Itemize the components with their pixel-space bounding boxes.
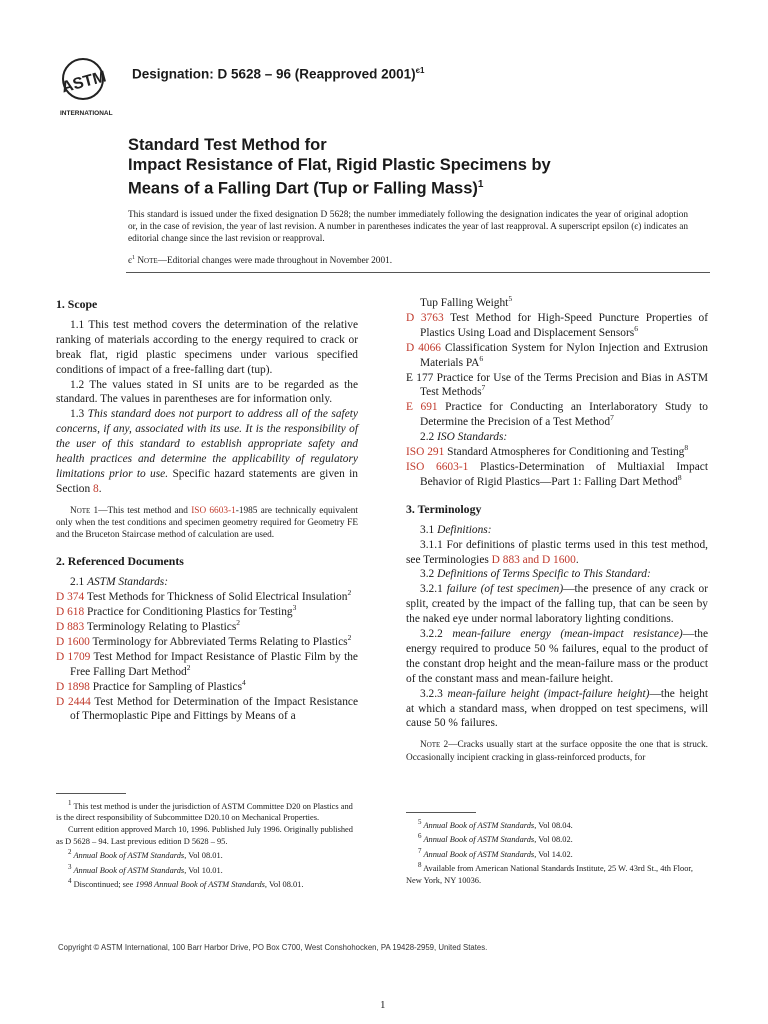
para-3-2: 3.2 Definitions of Terms Specific to This Standard: [420,568,651,581]
footnote-3: $^3$ Annual Book of ASTM Standards, Vol 10.01. [68,862,223,875]
para-3-1: 3.1 Definitions: [420,523,492,536]
reference-code-link[interactable]: ISO 6603-1 [406,460,469,473]
astm-reference-list-cont [406,311,708,430]
document-title [128,136,688,199]
reference-item [406,460,708,490]
link-section-8[interactable]: 8 [93,482,99,495]
editorial-note: $є^1$ Note—Editorial changes were made throughout in November 2001. [128,255,393,267]
reference-code-link[interactable]: D 4066 [406,341,441,354]
footnote-marker: 8 [677,473,682,483]
link-iso-6603-1[interactable]: ISO 6603-1 [191,505,236,516]
reference-title: Plastics-Determination of Multiaxial Impact Behavior of Rigid Plastics—Part 1: Falling Dart Method [420,460,708,488]
footnote-5: $^5$ Annual Book of ASTM Standards, Vol 08.04. [418,818,573,830]
footnote-1: $^1$ This test method is under the jurisdiction of ASTM Committee D20 on Plastics and is the direct responsibility of Subcommittee D20.10 on Mechanical Properties. [56,799,353,823]
reference-item [56,635,358,650]
section-referenced-heading: 2. Referenced Documents [56,554,184,569]
footnote-7: $^7$ Annual Book of ASTM Standards, Vol 14.02. [418,846,573,859]
svg-text:ASTM: ASTM [59,68,108,97]
footnote-marker: 7 [481,383,486,393]
reference-title: Practice for Conditioning Plastics for Testing [84,606,293,619]
sub-2-2: 2.2 ISO Standards: [420,431,508,444]
reference-title: Terminology for Abbreviated Terms Relating to Plastics [89,635,348,648]
reference-title: Practice for Use of the Terms Precision and Bias in ASTM Test Methods [420,371,708,399]
title-line-1: Standard Test Method for [128,136,327,154]
reference-title: Terminology Relating to Plastics [84,621,237,634]
footnote-marker: 2 [236,618,241,628]
right-footnotes [406,812,708,886]
issue-statement: This standard is issued under the fixed designation D 5628; the number immediately following the designation indicates the year of original adoption or, in the case of revision, the year of last revision. A number in parentheses indicates the year of last reapproval. A superscript epsilon (є) indicates an editorial change since the last revision or reapproval. [128,210,688,245]
reference-title: Practice for Conducting an Interlaboratory Study to Determine the Precision of a Test Method [420,401,708,429]
para-3-1-1: 3.1.1 For definitions of plastic terms used in this test method, see Terminologies D 883 and D 1600. [406,538,708,566]
logo-wordmark: INTERNATIONAL [60,110,113,117]
footnote-marker: 2 [347,633,352,643]
left-column [56,297,358,724]
header-divider [126,272,710,273]
reference-code-link[interactable]: D 2444 [56,695,91,708]
reference-item [56,650,358,680]
footnote-8: $^8$ Available from American National Standards Institute, 25 W. 43rd St., 4th Floor, New York, NY 10036. [406,861,693,885]
page-number: 1 [380,999,386,1011]
note-1: Note 1—This test method and ISO 6603-1-1985 are technically equivalent only when the test conditions and specimen geometry required for Geometry FE and the Bruceton Staircase method of calculation are used. [56,505,358,541]
reference-code-link[interactable]: D 883 [56,621,85,634]
reference-item [406,341,708,371]
para-1-3: 1.3 This standard does not purport to address all of the safety concerns, if any, associated with its use. It is the responsibility of the user of this standard to establish appropriate safety and health practices and determine the applicability of regulatory limitations prior to use. Specific hazard statements are given in Section 8. [56,408,358,495]
section-scope-heading: 1. Scope [56,297,98,311]
reference-title: Test Method for Determination of the Impact Resistance of Thermoplastic Pipe and Fittings by Means of a [70,695,359,723]
iso-reference-list [406,445,708,490]
para-1-2: 1.2 The values stated in SI units are to be regarded as the standard. The values in parentheses are for information only. [56,378,358,406]
reference-continuation: Tup Falling Weight$^5$ [420,294,513,309]
reference-code-link[interactable]: D 374 [56,591,85,604]
reference-code-link[interactable]: ISO 291 [406,446,445,459]
footnote-marker: 6 [479,353,484,363]
footnote-4: $^4$ Discontinued; see 1998 Annual Book of ASTM Standards, Vol 08.01. [68,876,304,889]
footnote-marker: 7 [610,413,614,423]
reference-item [56,695,358,725]
reference-item [56,677,358,695]
reference-code-link[interactable]: D 1898 [56,680,90,693]
reference-code-link[interactable]: E 691 [406,401,438,414]
reference-title: Standard Atmospheres for Conditioning and Testing [444,446,685,459]
reference-code-link[interactable]: D 1709 [56,650,91,663]
link-d883-d1600[interactable]: D 883 and D 1600 [491,553,576,566]
reference-title: Classification System for Nylon Injection and Extrusion Materials PA [420,341,708,369]
footnote-marker: 8 [684,443,689,453]
para-3-2-1: 3.2.1 failure (of test specimen)—the presence of any crack or split, created by the impact of the falling tup, that can be seen by the naked eye under normal laboratory lighting conditions. [406,583,708,626]
footnote-2: $^2$ Annual Book of ASTM Standards, Vol 08.01. [68,848,223,860]
footnote-6: $^6$ Annual Book of ASTM Standards, Vol 08.02. [418,832,573,845]
reference-item [56,620,358,635]
reference-item [406,371,708,401]
footnote-rule [56,793,126,794]
reference-code-link[interactable]: D 3763 [406,311,444,324]
reference-item [406,400,708,430]
reference-item [56,590,358,605]
left-footnotes [56,793,358,890]
note-2: Note 2—Cracks usually start at the surface opposite the one that is struck. Occasionally incipient cracking in glass-reinforced products, for [406,740,708,763]
footnote-marker: 2 [186,662,191,672]
reference-item [406,311,708,341]
footnote-marker: 2 [347,588,352,598]
para-1-1: 1.1 This test method covers the determination of the relative ranking of materials according to the energy required to crack or break flat, rigid plastic specimens under various specified conditions of impact of a free-falling dart (tup). [56,318,358,376]
designation: Designation: D 5628 – 96 (Reapproved 2001)$^{є1}$ [132,66,425,82]
reference-code-link: E 177 [406,371,434,384]
reference-title: Test Method for Impact Resistance of Plastic Film by the Free Falling Dart Method [70,650,358,678]
reference-title: Test Method for High-Speed Puncture Properties of Plastics Using Load and Displacement Sensors [420,311,709,339]
footnote-1b: Current edition approved March 10, 1996. Published July 1996. Originally published as D 5628 – 94. Last previous edition D 5628 – 95. [56,824,353,846]
reference-title: Test Methods for Thickness of Solid Electrical Insulation [84,591,348,604]
title-line-2: Impact Resistance of Flat, Rigid Plastic Specimens by [128,155,551,174]
title-line-3: Means of a Falling Dart (Tup or Falling Mass)$^1$ [128,179,484,198]
copyright-footer: Copyright © ASTM International, 100 Barr Harbor Drive, PO Box C700, West Conshohocken, PA 19428-2959, United States. [58,943,488,952]
section-terminology-heading: 3. Terminology [406,501,482,516]
footnote-marker: 4 [242,677,246,687]
right-column [406,296,708,764]
para-3-2-3: 3.2.3 mean-failure height (impact-failure height)—the height at which a standard mass, when dropped on test specimens, will cause 50 % failures. [406,687,708,730]
footnote-marker: 3 [292,603,297,613]
para-3-2-2: 3.2.2 mean-failure energy (mean-impact resistance)—the energy required to produce 50 % failures, equal to the product of the constant drop height and the mean-failure mass or the product of the constant mass and mean-failure height. [406,628,708,685]
reference-code-link[interactable]: D 1600 [56,635,90,648]
footnote-marker: 6 [634,324,638,334]
reference-code-link[interactable]: D 618 [56,606,85,619]
sub-2-1: 2.1 ASTM Standards: [70,576,168,589]
astm-reference-list [56,590,358,724]
footnote-rule-right [406,812,476,813]
reference-item [56,605,358,620]
reference-title: Practice for Sampling of Plastics [89,680,243,693]
astm-logo [58,57,124,119]
reference-item [406,445,708,460]
